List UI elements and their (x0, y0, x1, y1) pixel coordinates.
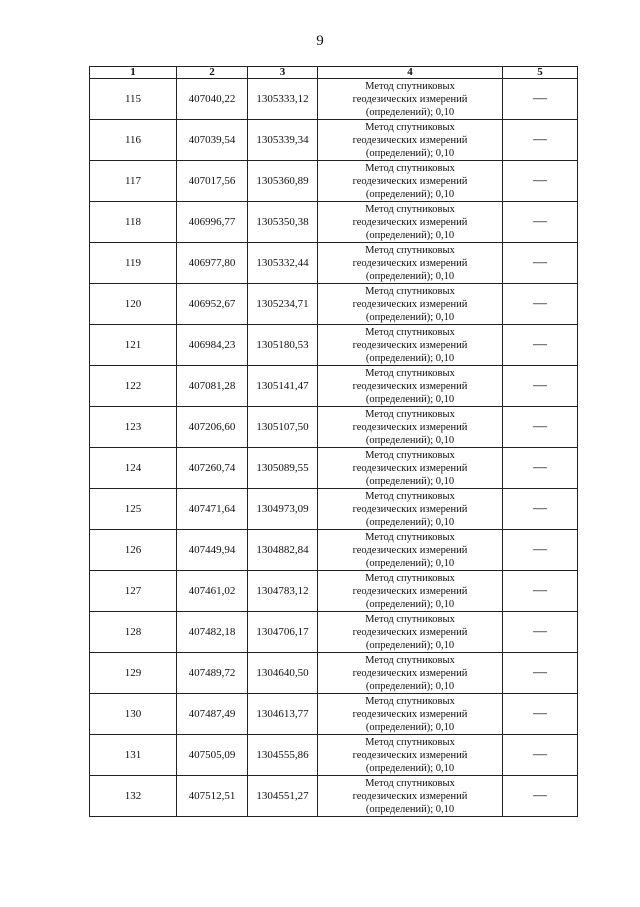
note-cell: — (503, 79, 578, 120)
method-line: Метод спутниковых (365, 736, 455, 748)
y-coordinate-cell: 1304783,12 (248, 571, 318, 612)
method-line: (определений); 0,10 (365, 557, 455, 569)
x-coordinate-cell: 407512,51 (177, 776, 248, 817)
method-line: геодезических измерений (352, 134, 468, 146)
method-line: геодезических измерений (352, 503, 468, 515)
method-line: (определений); 0,10 (365, 147, 455, 159)
y-coordinate-cell: 1305141,47 (248, 366, 318, 407)
note-cell: — (503, 243, 578, 284)
y-coordinate-cell: 1304640,50 (248, 653, 318, 694)
note-cell: — (503, 284, 578, 325)
table-body (90, 79, 578, 817)
y-coordinate-cell: 1305089,55 (248, 448, 318, 489)
table-row (90, 571, 578, 612)
x-coordinate-cell: 407471,64 (177, 489, 248, 530)
method-line: Метод спутниковых (365, 80, 455, 92)
table-row (90, 530, 578, 571)
point-number-cell: 117 (90, 161, 177, 202)
method-line: геодезических измерений (352, 749, 468, 761)
point-number-cell: 130 (90, 694, 177, 735)
method-line: Метод спутниковых (365, 531, 455, 543)
method-cell (318, 202, 503, 243)
method-line: геодезических измерений (352, 298, 468, 310)
method-line: Метод спутниковых (365, 408, 455, 420)
table-row (90, 243, 578, 284)
page-number: 9 (316, 33, 324, 49)
note-cell: — (503, 366, 578, 407)
method-cell (318, 243, 503, 284)
method-line: (определений); 0,10 (365, 188, 455, 200)
x-coordinate-cell: 407260,74 (177, 448, 248, 489)
point-number-cell: 127 (90, 571, 177, 612)
method-line: геодезических измерений (352, 257, 468, 269)
method-line: Метод спутниковых (365, 162, 455, 174)
method-line: геодезических измерений (352, 380, 468, 392)
header-row (90, 67, 578, 79)
point-number-cell: 116 (90, 120, 177, 161)
method-cell (318, 161, 503, 202)
point-number-cell: 121 (90, 325, 177, 366)
method-line: (определений); 0,10 (365, 229, 455, 241)
x-coordinate-cell: 407489,72 (177, 653, 248, 694)
note-cell: — (503, 735, 578, 776)
table-row (90, 653, 578, 694)
coordinates-table (89, 66, 578, 817)
method-line: (определений); 0,10 (365, 270, 455, 282)
point-number-cell: 131 (90, 735, 177, 776)
method-cell (318, 325, 503, 366)
method-cell (318, 407, 503, 448)
method-line: геодезических измерений (352, 544, 468, 556)
y-coordinate-cell: 1305107,50 (248, 407, 318, 448)
method-line: геодезических измерений (352, 626, 468, 638)
x-coordinate-cell: 407487,49 (177, 694, 248, 735)
x-coordinate-cell: 407482,18 (177, 612, 248, 653)
y-coordinate-cell: 1305234,71 (248, 284, 318, 325)
table-row (90, 366, 578, 407)
point-number-cell: 118 (90, 202, 177, 243)
method-line: геодезических измерений (352, 585, 468, 597)
method-line: геодезических измерений (352, 421, 468, 433)
note-cell: — (503, 653, 578, 694)
table-row (90, 79, 578, 120)
method-line: (определений); 0,10 (365, 106, 455, 118)
point-number-cell: 123 (90, 407, 177, 448)
method-line: геодезических измерений (352, 790, 468, 802)
point-number-cell: 122 (90, 366, 177, 407)
method-line: (определений); 0,10 (365, 434, 455, 446)
method-line: Метод спутниковых (365, 121, 455, 133)
method-line: (определений); 0,10 (365, 475, 455, 487)
table-row (90, 735, 578, 776)
method-line: (определений); 0,10 (365, 803, 455, 815)
x-coordinate-cell: 406984,23 (177, 325, 248, 366)
table-row (90, 161, 578, 202)
y-coordinate-cell: 1305333,12 (248, 79, 318, 120)
note-cell: — (503, 612, 578, 653)
method-cell (318, 530, 503, 571)
x-coordinate-cell: 407040,22 (177, 79, 248, 120)
table-row (90, 694, 578, 735)
method-line: (определений); 0,10 (365, 721, 455, 733)
table-row (90, 120, 578, 161)
table-row (90, 407, 578, 448)
note-cell: — (503, 407, 578, 448)
method-cell (318, 366, 503, 407)
y-coordinate-cell: 1304973,09 (248, 489, 318, 530)
x-coordinate-cell: 407449,94 (177, 530, 248, 571)
x-coordinate-cell: 407039,54 (177, 120, 248, 161)
header-col-1: 1 (90, 67, 177, 79)
x-coordinate-cell: 406952,67 (177, 284, 248, 325)
table-row (90, 448, 578, 489)
header-col-3: 3 (248, 67, 318, 79)
x-coordinate-cell: 407461,02 (177, 571, 248, 612)
point-number-cell: 120 (90, 284, 177, 325)
method-cell (318, 448, 503, 489)
method-line: (определений); 0,10 (365, 516, 455, 528)
method-line: Метод спутниковых (365, 490, 455, 502)
method-cell (318, 612, 503, 653)
method-cell (318, 79, 503, 120)
x-coordinate-cell: 406996,77 (177, 202, 248, 243)
method-line: Метод спутниковых (365, 367, 455, 379)
method-cell (318, 694, 503, 735)
method-line: Метод спутниковых (365, 654, 455, 666)
method-cell (318, 571, 503, 612)
method-line: (определений); 0,10 (365, 598, 455, 610)
y-coordinate-cell: 1304882,84 (248, 530, 318, 571)
method-line: Метод спутниковых (365, 326, 455, 338)
method-line: Метод спутниковых (365, 695, 455, 707)
note-cell: — (503, 530, 578, 571)
x-coordinate-cell: 407505,09 (177, 735, 248, 776)
note-cell: — (503, 448, 578, 489)
y-coordinate-cell: 1305350,38 (248, 202, 318, 243)
method-cell (318, 776, 503, 817)
note-cell: — (503, 202, 578, 243)
method-cell (318, 120, 503, 161)
method-line: Метод спутниковых (365, 777, 455, 789)
y-coordinate-cell: 1305332,44 (248, 243, 318, 284)
x-coordinate-cell: 407017,56 (177, 161, 248, 202)
method-line: Метод спутниковых (365, 449, 455, 461)
y-coordinate-cell: 1305180,53 (248, 325, 318, 366)
x-coordinate-cell: 406977,80 (177, 243, 248, 284)
method-cell (318, 489, 503, 530)
method-line: (определений); 0,10 (365, 352, 455, 364)
note-cell: — (503, 120, 578, 161)
method-line: (определений); 0,10 (365, 311, 455, 323)
note-cell: — (503, 161, 578, 202)
note-cell: — (503, 325, 578, 366)
x-coordinate-cell: 407081,28 (177, 366, 248, 407)
table-row (90, 776, 578, 817)
method-line: (определений); 0,10 (365, 680, 455, 692)
table-row (90, 284, 578, 325)
method-line: Метод спутниковых (365, 285, 455, 297)
method-line: Метод спутниковых (365, 572, 455, 584)
y-coordinate-cell: 1305339,34 (248, 120, 318, 161)
method-line: геодезических измерений (352, 462, 468, 474)
point-number-cell: 124 (90, 448, 177, 489)
method-line: геодезических измерений (352, 667, 468, 679)
point-number-cell: 125 (90, 489, 177, 530)
method-cell (318, 284, 503, 325)
note-cell: — (503, 571, 578, 612)
table-row (90, 325, 578, 366)
point-number-cell: 132 (90, 776, 177, 817)
method-line: геодезических измерений (352, 708, 468, 720)
point-number-cell: 115 (90, 79, 177, 120)
method-line: Метод спутниковых (365, 613, 455, 625)
x-coordinate-cell: 407206,60 (177, 407, 248, 448)
table-row (90, 612, 578, 653)
point-number-cell: 126 (90, 530, 177, 571)
header-col-4: 4 (318, 67, 503, 79)
table-row (90, 202, 578, 243)
point-number-cell: 128 (90, 612, 177, 653)
y-coordinate-cell: 1304613,77 (248, 694, 318, 735)
y-coordinate-cell: 1304706,17 (248, 612, 318, 653)
method-line: геодезических измерений (352, 339, 468, 351)
header-col-5: 5 (503, 67, 578, 79)
y-coordinate-cell: 1305360,89 (248, 161, 318, 202)
method-cell (318, 653, 503, 694)
point-number-cell: 119 (90, 243, 177, 284)
method-line: (определений); 0,10 (365, 393, 455, 405)
y-coordinate-cell: 1304551,27 (248, 776, 318, 817)
method-line: Метод спутниковых (365, 203, 455, 215)
method-line: (определений); 0,10 (365, 762, 455, 774)
y-coordinate-cell: 1304555,86 (248, 735, 318, 776)
note-cell: — (503, 776, 578, 817)
method-cell (318, 735, 503, 776)
header-col-2: 2 (177, 67, 248, 79)
note-cell: — (503, 489, 578, 530)
method-line: (определений); 0,10 (365, 639, 455, 651)
point-number-cell: 129 (90, 653, 177, 694)
method-line: геодезических измерений (352, 175, 468, 187)
method-line: геодезических измерений (352, 93, 468, 105)
method-line: геодезических измерений (352, 216, 468, 228)
note-cell: — (503, 694, 578, 735)
method-line: Метод спутниковых (365, 244, 455, 256)
table-row (90, 489, 578, 530)
